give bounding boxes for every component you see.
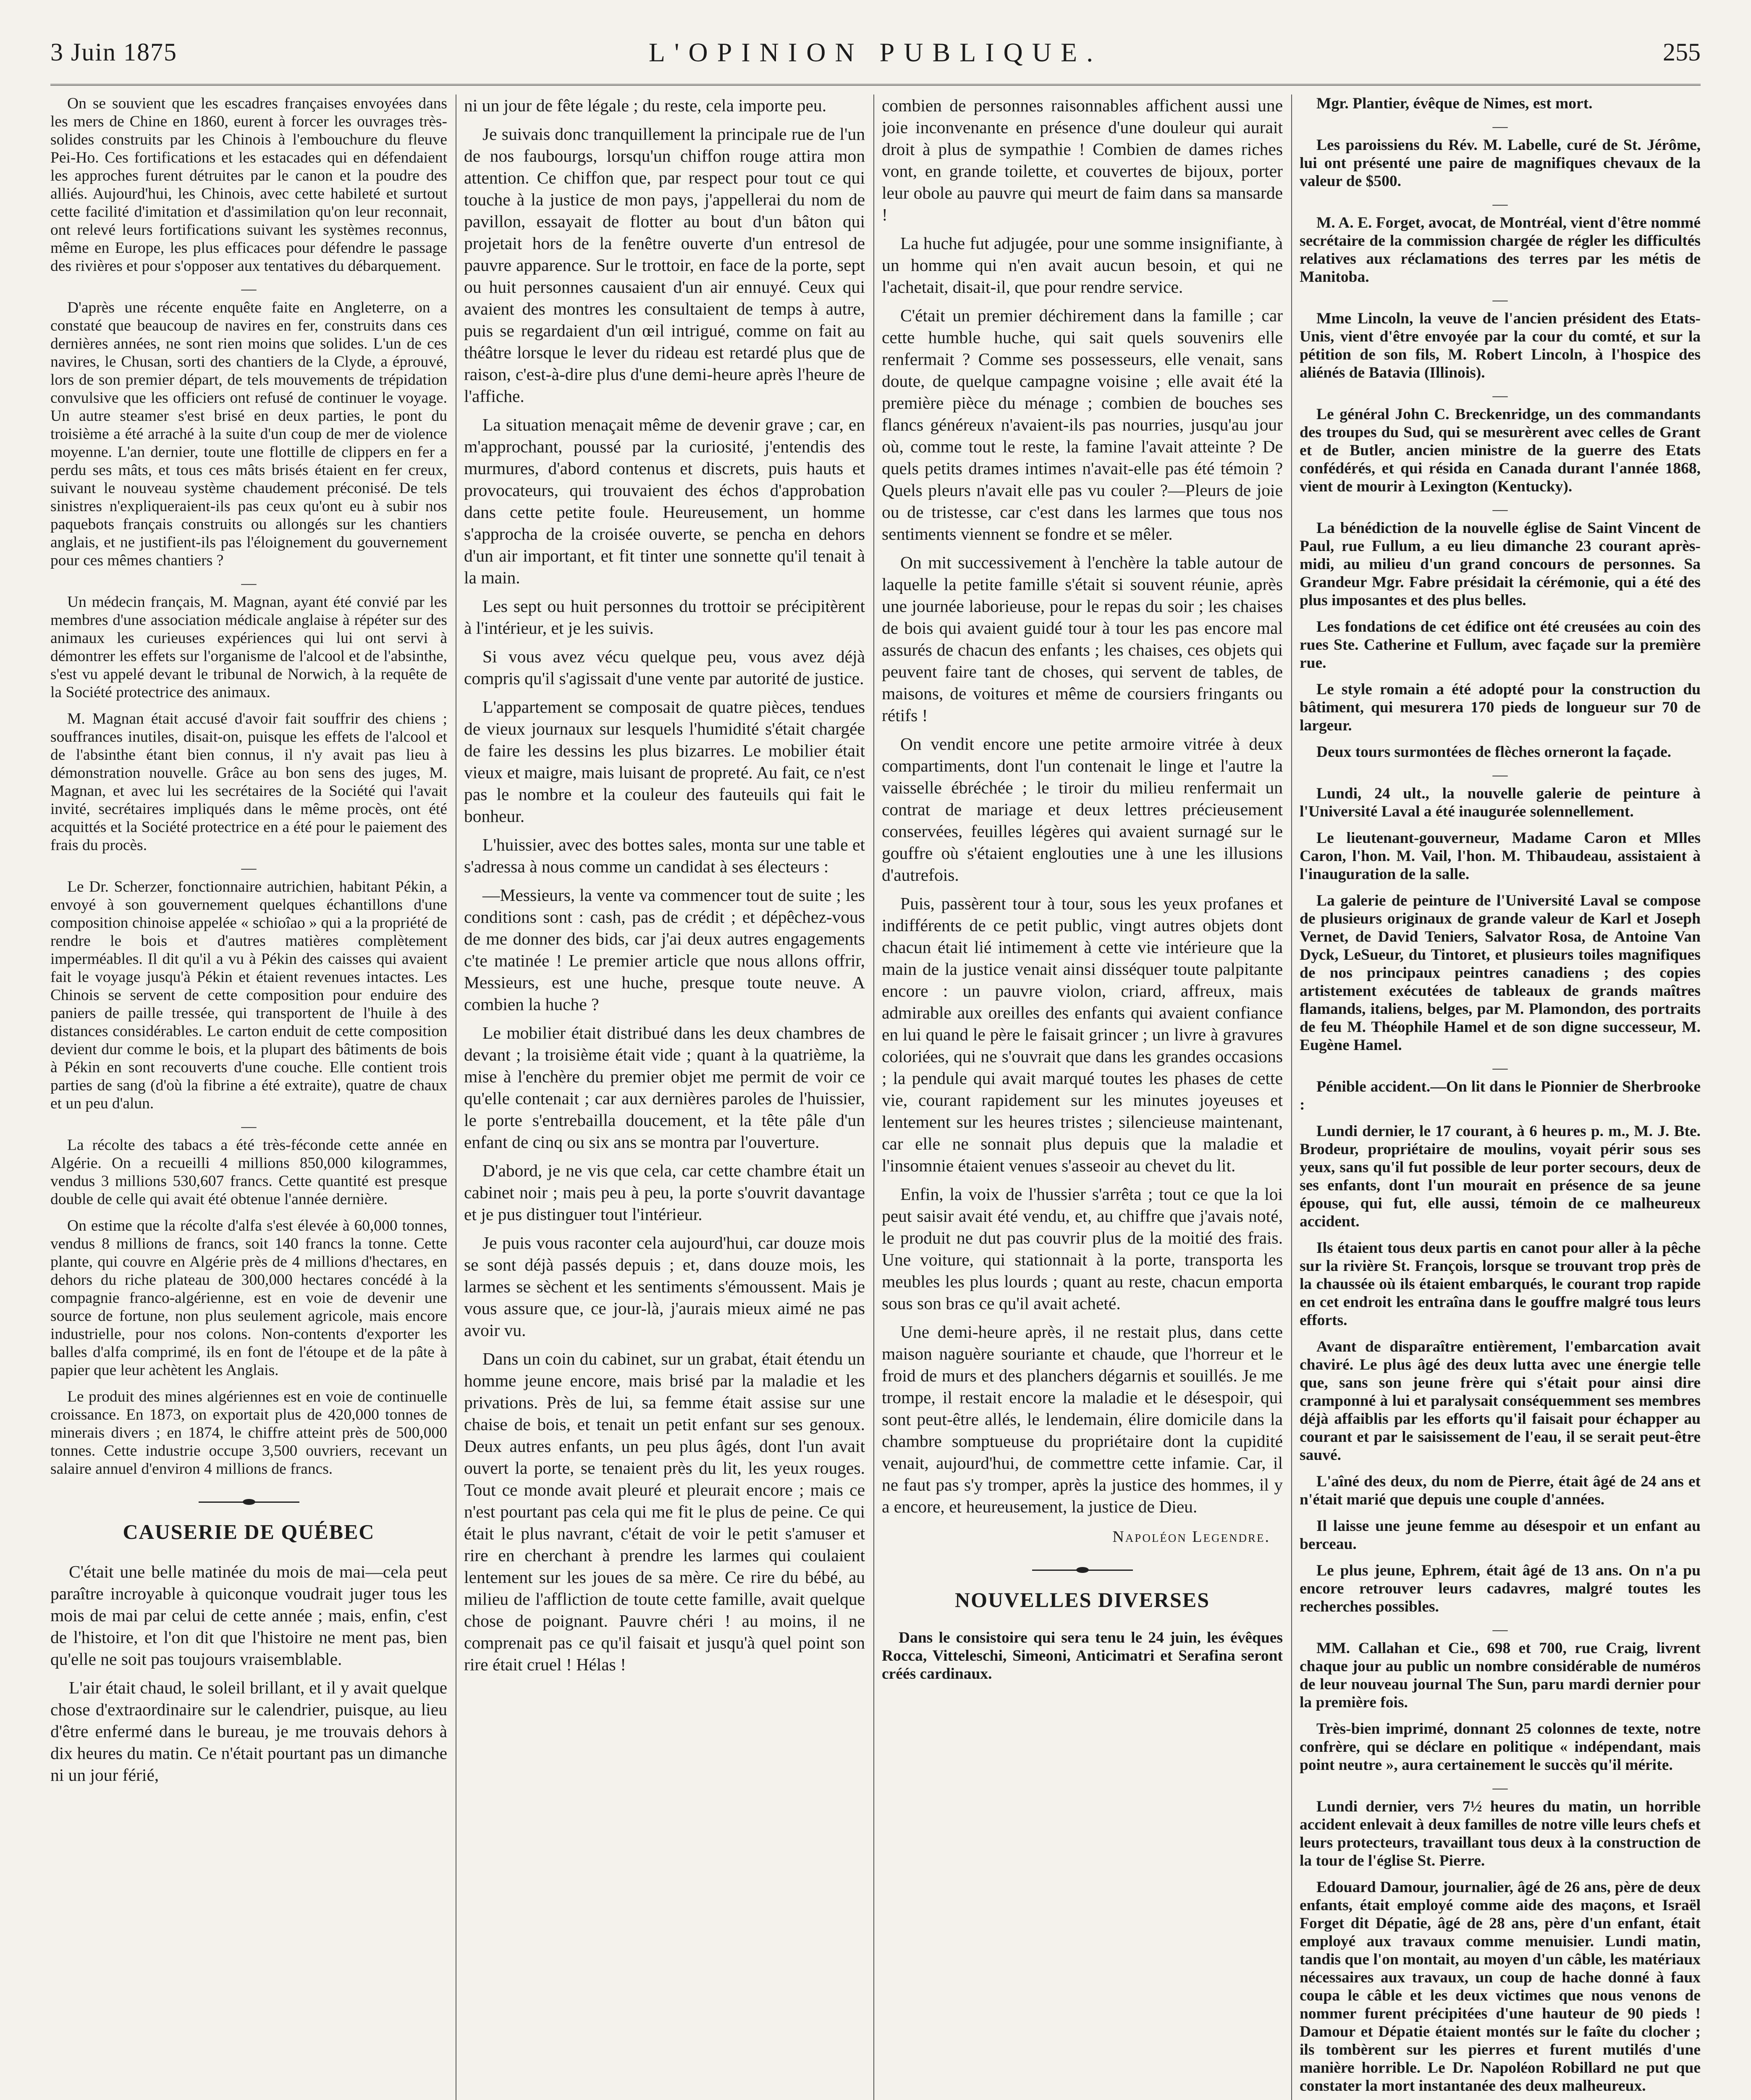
separator-dash: —: [241, 859, 257, 876]
article-paragraph: Le général John C. Breckenridge, un des commandants des troupes du Sud, qui se mesurèrent avec celles de Grant et de Butler, ancien ministre de la guerre des Etats confédérés, et qui résida en Canada durant l'année 1868, vient de mourir à Lexington (Kentucky).: [1300, 406, 1701, 495]
article-paragraph: La récolte des tabacs a été très-féconde cette année en Algérie. On a recueilli 4 millions 850,000 kilogrammes, vendus 3 millions 530,607 francs. Cette quantité est presque double de celle qui avait été obtenue l'année dernière.: [50, 1137, 447, 1208]
separator-dash: —: [241, 575, 257, 591]
page-columns: [50, 94, 1701, 2100]
article-paragraph: combien de personnes raisonnables affichent aussi une joie inconvenante en présence d'une douleur qui aurait droit à plus de sympathie ! Combien de dames riches vont, en grande toilette, et couvertes de bijoux, porter leur obole au pauvre qui meurt de faim dans sa mansarde !: [882, 96, 1283, 224]
article-paragraph: La huche fut adjugée, pour une somme insignifiante, à un homme qui n'en avait aucun besoin, et qui ne l'achetait, disait-il, que pour rendre service.: [882, 234, 1283, 297]
separator-dash: —: [1492, 1779, 1508, 1796]
separator-dash: —: [1492, 291, 1508, 308]
article-paragraph: Les sept ou huit personnes du trottoir se précipitèrent à l'intérieur, et je les suivis.: [464, 596, 865, 638]
article-paragraph: On vendit encore une petite armoire vitrée à deux compartiments, dont l'un contenait le linge et l'autre la vaisselle ébréchée ; le tiroir du milieu renfermait un contrat de mariage et deux lettres précieusement conservées, feuilles légères qui avaient surnagé sur le gouffre où s'étaient englouties une à une les illusions d'autrefois.: [882, 734, 1283, 885]
separator-dash: —: [1492, 195, 1508, 212]
article-paragraph: Les fondations de cet édifice ont été creusées au coin des rues Ste. Catherine et Fullum, avec façade sur la première rue.: [1300, 618, 1701, 672]
separator-dash: —: [1492, 118, 1508, 134]
article-paragraph: Un médecin français, M. Magnan, ayant été convié par les membres d'une association médicale anglaise à répéter sur des animaux les curieuses expériences qui lui ont servi à démontrer les effets sur l'organisme de l'alcool et de l'absinthe, s'est vu appelé devant le tribunal de Norwich, à la requête de la Société protectrice des animaux.: [50, 593, 447, 701]
author-signature: Napoléon Legendre.: [1112, 1528, 1270, 1546]
article-paragraph: Edouard Damour, journalier, âgé de 26 ans, père de deux enfants, était employé comme aide des maçons, et Israël Forget dit Dépatie, âgé de 28 ans, père d'un enfant, était employé aux travaux comme menuisier. Lundi matin, tandis que l'on montait, au moyen d'un câble, les matériaux nécessaires aux travaux, un coup de hache donné à faux coupa le câble et les deux victimes que nous venons de nommer furent précipitées d'une hauteur de 90 pieds ! Damour et Dépatie étaient montés sur le faîte du clocher ; ils tombèrent sur les pierres et furent mutilés d'une manière horrible. Le Dr. Napoléon Robillard ne put que constater la mort instantanée des deux malheureux.: [1300, 1879, 1701, 2095]
article-paragraph: Le lieutenant-gouverneur, Madame Caron et Mlles Caron, l'hon. M. Vail, l'hon. M. Thibaudeau, assistaient à l'inauguration de la salle.: [1300, 830, 1701, 883]
article-paragraph: Très-bien imprimé, donnant 25 colonnes de texte, notre confrère, qui se déclare en politique « indépendant, mais point neutre », aura certainement le succès qu'il mérite.: [1300, 1720, 1701, 1774]
article-paragraph: D'après une récente enquête faite en Angleterre, on a constaté que beaucoup de navires en fer, construits dans ces dernières années, ne sont rien moins que solides. L'un de ces navires, le Chusan, sorti des chantiers de la Clyde, a éprouvé, lors de son premier départ, de tels mouvements de trépidation convulsive que les officiers ont refusé de continuer le voyage. Un autre steamer s'est brisé en deux parties, le pont du troisième a été arraché à la suite d'un coup de mer de violence moyenne. L'an dernier, toute une flottille de clippers en fer a perdu ses mâts, et tous ces mâts brisés étaient en fer creux, suivant le nouveau système chaudement préconisé. De tels sinistres n'expliqueraient-ils pas ceux qu'ont eu à subir nos paquebots français construits ou allongés sur les chantiers anglais, et ne justifient-ils pas l'éloignement du gouvernement pour ces mêmes chantiers ?: [50, 299, 447, 569]
newspaper-title: L'OPINION PUBLIQUE.: [648, 37, 1103, 67]
article-paragraph: Deux tours surmontées de flèches orneront la façade.: [1316, 743, 1672, 761]
article-paragraph: Dans le consistoire qui sera tenu le 24 juin, les évêques Rocca, Vitteleschi, Simeoni, Anticimatri et Serafina seront créés cardinaux.: [882, 1629, 1283, 1683]
article-paragraph: Les paroissiens du Rév. M. Labelle, curé de St. Jérôme, lui ont présenté une paire de magnifiques chevaux de la valeur de $500.: [1300, 136, 1701, 190]
issue-date: 3 Juin 1875: [50, 38, 178, 66]
article-paragraph: C'était un premier déchirement dans la famille ; car cette humble huche, qui sait quels souvenirs elle renfermait ? Comme ses possesseurs, elle venait, sans doute, de quelque campagne voisine ; elle avait été la première pièce du ménage ; combien de bouches ses flancs généreux n'avaient-ils pas nourries, jusqu'au jour où, comme tout le reste, la famine l'avait atteinte ? De quels petits drames intimes n'avait-elle pas été témoin ? Quels pleurs n'avait elle pas vu couler ?—Pleurs de joie ou de tristesse, car c'est dans les larmes que tous nos sentiments viennent se fondre et se mêler.: [882, 306, 1283, 543]
article-paragraph: Le plus jeune, Ephrem, était âgé de 13 ans. On n'a pu encore retrouver leurs cadavres, malgré toutes les recherches possibles.: [1300, 1562, 1701, 1615]
article-paragraph: —Messieurs, la vente va commencer tout de suite ; les conditions sont : cash, pas de crédit ; et dépêchez-vous de me donner des bids, car j'ai deux autres engagements c'te matinée ! Le premier article que nous allons offrir, Messieurs, est une huche, presque toute neuve. A combien la huche ?: [464, 885, 865, 1014]
ornament-divider: [50, 1499, 447, 1507]
column-rule: [873, 94, 874, 2100]
article-paragraph: La situation menaçait même de devenir grave ; car, en m'approchant, poussé par la curiosité, j'entendis des murmures, d'abord contenus et discrets, puis hauts et provocateurs, qui trouvaient des échos d'approbation dans cette petite foule. Heureusement, un homme s'approcha de la croisée ouverte, se pencha en dehors d'un air important, et fit tinter une sonnette qu'il tenait à la main.: [464, 415, 865, 587]
article-paragraph: MM. Callahan et Cie., 698 et 700, rue Craig, livrent chaque jour au public un nombre considérable de numéros de leur nouveau journal The Sun, paru mardi dernier pour la première fois.: [1300, 1640, 1701, 1711]
article-paragraph: L'air était chaud, le soleil brillant, et il y avait quelque chose d'extraordinaire sur le calendrier, puisque, au lieu d'être enfermé dans le bureau, je me trouvais dehors à dix heures du matin. Ce n'était pourtant pas un dimanche ni un jour férié,: [50, 1678, 447, 1785]
article-paragraph: La bénédiction de la nouvelle église de Saint Vincent de Paul, rue Fullum, a eu lieu dimanche 23 courant après-midi, au milieu d'un grand concours de personnes. Sa Grandeur Mgr. Fabre présidait la cérémonie, qui a été des plus imposantes et des plus belles.: [1300, 520, 1701, 609]
article-paragraph: Dans un coin du cabinet, sur un grabat, était étendu un homme jeune encore, mais brisé par la maladie et les privations. Près de lui, sa femme était assise sur une chaise de bois, et tenait un petit enfant sur ses genoux. Deux autres enfants, un peu plus âgés, dont l'un avait ouvert la porte, se tenaient près du lit, les yeux rouges. Tout ce monde avait pleuré et pleurait encore ; mais ce n'est pourtant pas cela qui me fit le plus de peine. Ce qui était le plus navrant, c'était de voir le petit s'amuser et rire en cherchant à prendre les larmes qui coulaient lentement sur les joues de sa mère. Ce rire du bébé, au milieu de l'affliction de toute cette famille, avait quelque chose de poignant. Pauvre chéri ! au moins, il ne comprenait pas ce qu'il faisait et jusqu'à quel point son rire était cruel ! Hélas !: [464, 1349, 865, 1674]
article-paragraph: L'aîné des deux, du nom de Pierre, était âgé de 24 ans et n'était marié que depuis une couple d'années.: [1300, 1473, 1701, 1508]
article-paragraph: Lundi, 24 ult., la nouvelle galerie de peinture à l'Université Laval a été inaugurée solennellement.: [1300, 785, 1701, 820]
article-paragraph: Pénible accident.—On lit dans le Pionnier de Sherbrooke :: [1300, 1078, 1701, 1113]
column-4: [1300, 94, 1701, 2100]
causerie-continued: [882, 94, 1283, 1517]
article-paragraph: C'était une belle matinée du mois de mai—cela peut paraître incroyable à quiconque voudrait juger tous les mois de mai par celui de cette année ; mais, enfin, c'est de l'histoire, et l'on dit que l'histoire ne ment pas, bien qu'elle ne soit pas toujours vraisemblable.: [50, 1562, 447, 1669]
article-paragraph: Mgr. Plantier, évêque de Nimes, est mort.: [1316, 95, 1593, 112]
separator-dash: —: [1492, 1059, 1508, 1076]
article-paragraph: Le style romain a été adopté pour la construction du bâtiment, qui mesurera 170 pieds de longueur sur 70 de largeur.: [1300, 681, 1701, 734]
article-paragraph: Lundi dernier, vers 7½ heures du matin, un horrible accident enlevait à deux familles de notre ville leurs chefs et leurs protecteurs, travaillant tous deux à la construction de la tour de l'église St. Pierre.: [1300, 1798, 1701, 1869]
article-paragraph: Ils étaient tous deux partis en canot pour aller à la pêche sur la rivière St. François, lorsque se trouvant trop près de la chaussée où ils étaient embarqués, le courant trop rapide en cet endroit les entraîna dans le gouffre malgré tous leurs efforts.: [1300, 1239, 1701, 1329]
separator-dash: —: [241, 280, 257, 297]
page-number: 255: [1663, 38, 1701, 66]
article-paragraph: Avant de disparaître entièrement, l'embarcation avait chaviré. Le plus âgé des deux lutta avec une énergie telle que, sans son jeune frère qui s'était pour ainsi dire cramponné à lui et paralysait conséquemment ses membres déjà affaiblis par les efforts qu'il faisait pour échapper au courant et par le saisissement de l'eau, il se serait peut-être sauvé.: [1300, 1338, 1701, 1464]
column-1: [50, 94, 447, 2100]
news-items: [50, 94, 447, 1478]
article-paragraph: Lundi dernier, le 17 courant, à 6 heures p. m., M. J. Bte. Brodeur, propriétaire de moulins, voyait périr sous ses yeux, sans qu'il fut possible de leur porter secours, deux de ses enfants, dont l'un mourait en présence de sa jeune épouse, qui fut, elle aussi, témoin de ce malheureux accident.: [1300, 1123, 1701, 1230]
nouvelles-continued: [1300, 94, 1701, 2095]
article-paragraph: Il laisse une jeune femme au désespoir et un enfant au berceau.: [1300, 1517, 1701, 1553]
article-paragraph: Si vous avez vécu quelque peu, vous avez déjà compris qu'il s'agissait d'une vente par autorité de justice.: [464, 647, 865, 688]
article-paragraph: On estime que la récolte d'alfa s'est élevée à 60,000 tonnes, vendus 8 millions de francs, soit 140 francs la tonne. Cette plante, qui couvre en Algérie près de 4 millions d'hectares, en dehors du riche plateau de 300,000 hectares concédé à la compagnie franco-algérienne, est en voie de devenir une source de fortune, non plus seulement agricole, mais encore industrielle, pour nos colons. Non-contents d'exporter les balles d'alfa comprimé, ils en font de l'étoupe et de la pâte à papier que leur achètent les Anglais.: [50, 1217, 447, 1379]
article-paragraph: D'abord, je ne vis que cela, car cette chambre était un cabinet noir ; mais peu à peu, la porte s'ouvrit davantage et je pus distinguer tout l'intérieur.: [464, 1161, 865, 1224]
article-paragraph: Puis, passèrent tour à tour, sous les yeux profanes et indifférents de ce petit public, vingt autres objets dont chacun était lié intimement à cette vie intérieure que la main de la justice venait ainsi disséquer toute palpitante encore : un pauvre violon, criard, affreux, mais admirable aux oreilles des enfants qui avaient confiance en lui quand le père le faisait grincer ; un livre à gravures coloriées, qui ne s'ouvrait que dans les grandes occasions ; la pendule qui avait marqué toutes les phases de cette vie, courant rapidement sur les minutes joyeuses et lentement sur les heures tristes ; silencieuse maintenant, car elle ne sonnait plus depuis que la maladie et l'insomnie étaient venues s'asseoir au chevet du lit.: [882, 894, 1283, 1175]
article-paragraph: Le Dr. Scherzer, fonctionnaire autrichien, habitant Pékin, a envoyé à son gouvernement quelques échantillons d'une composition chinoise appelée « schioîao » qui a la propriété de rendre le bois et d'autres matières complètement imperméables. Il dit qu'il a vu à Pékin des caisses qui avaient fait le voyage jusqu'à Pékin et étaient revenues intactes. Les Chinois se servent de cette composition pour enduire des paniers de paille tressée, qui transportent de l'huile à des distances considérables. Le carton enduit de cette composition devient dur comme le bois, et la plupart des bâtiments de bois à Pékin en sont recouverts d'une couche. Elle contient trois parties de sang (d'où la fibrine a été extraite), quatre de chaux et un peu d'alun.: [50, 878, 447, 1112]
article-paragraph: M. Magnan était accusé d'avoir fait souffrir des chiens ; souffrances inutiles, disait-on, puisque les effets de l'alcool et de l'absinthe étant bien connus, il n'y avait pas lieu à démonstration nouvelle. Grâce au bon sens des juges, M. Magnan, et avec lui les secrétaires de la Société qui l'avait invité, secrétaires impliqués dans le même procès, ont été acquittés et la Société protectrice en a été pour le paiement des frais du procès.: [50, 710, 447, 854]
article-paragraph: ni un jour de fête légale ; du reste, cela importe peu.: [464, 96, 827, 115]
article-paragraph: Je suivais donc tranquillement la principale rue de l'un de nos faubourgs, lorsqu'un chiffon rouge attira mon attention. Ce chiffon que, par respect pour tout ce qui touche à la justice de mon pays, j'appellerai du nom de pavillon, essayait de flotter au bout d'un bâton qui projetait hors de la fenêtre ouverte d'un entresol de pauvre apparence. Sur le trottoir, en face de la porte, sept ou huit personnes causaient d'un air ennuyé. Ceux qui avaient des montres les consultaient de temps à autre, puis se regardaient d'un œil intrigué, comme on fait au théâtre lorsque le lever du rideau est retardé plus que de raison, c'est-à-dire plus d'une demi-heure après l'heure de l'affiche.: [464, 124, 865, 406]
separator-dash: —: [1492, 1621, 1508, 1638]
article-paragraph: On se souvient que les escadres françaises envoyées dans les mers de Chine en 1860, eurent à forcer les ouvrages très-solides construits par les Chinois à l'embouchure du fleuve Pei-Ho. Ces fortifications et les estacades qui en défendaient les approches furent détruites par le canon et la poudre des alliés. Aujourd'hui, les Chinois, avec cette habileté et surtout cette facilité d'imitation et d'assimilation qu'on leur reconnait, ont relevé leurs fortifications suivant les systèmes reconnus, même en Europe, les plus efficaces pour défendre le passage des rivières et pour s'opposer aux tentatives du débarquement.: [50, 95, 447, 275]
article-paragraph: Une demi-heure après, il ne restait plus, dans cette maison naguère souriante et chaude, que l'horreur et le froid de murs et des planchers dégarnis et souillés. Je me trompe, il restait encore la maladie et le désespoir, qui sont peut-être allés, le lendemain, élire domicile dans la chambre somptueuse du propriétaire dont la cupidité venait, aujourd'hui, de commettre cette infamie. Car, il ne faut pas s'y tromper, après la justice des hommes, il y a encore, et heureusement, la justice de Dieu.: [882, 1322, 1283, 1516]
article-paragraph: Enfin, la voix de l'hussier s'arrêta ; tout ce que la loi peut saisir avait été vendu, et, au chiffre que j'avais noté, le produit ne dut pas couvrir plus de la moitié des frais. Une voiture, qui stationnait à la porte, transporta les meubles les plus lourds ; quant au reste, chacun emporta sous son bras ce qu'il avait acheté.: [882, 1184, 1283, 1313]
section-heading: CAUSERIE DE QUÉBEC: [123, 1520, 375, 1544]
article-paragraph: Le mobilier était distribué dans les deux chambres de devant ; la troisième était vide ; quant à la quatrième, la mise à l'enchère du premier objet me permit de voir ce qu'elle contenait ; car aux dernières paroles de l'huissier, le porte s'entrebailla doucement, et la tête pâle d'un enfant de cinq ou six ans se montra par l'ouverture.: [464, 1023, 865, 1152]
article-paragraph: Mme Lincoln, la veuve de l'ancien président des Etats-Unis, vient d'être envoyée par la cour du comté, et sur la pétition de son fils, M. Robert Lincoln, à l'hospice des aliénés de Batavia (Illinois).: [1300, 310, 1701, 381]
section-heading: NOUVELLES DIVERSES: [954, 1588, 1210, 1612]
article-paragraph: Le produit des mines algériennes est en voie de continuelle croissance. En 1873, on exportait plus de 420,000 tonnes de minerais divers ; en 1874, le chiffre atteint près de 500,000 tonnes. Cette industrie occupe 3,500 ouvriers, recevant un salaire annuel d'environ 4 millions de francs.: [50, 1388, 447, 1478]
ornament-divider: [882, 1567, 1283, 1575]
article-paragraph: M. A. E. Forget, avocat, de Montréal, vient d'être nommé secrétaire de la commission chargée de régler les difficultés relatives aux réclamations des terres par les métis de Manitoba.: [1300, 214, 1701, 286]
nouvelles-text: [882, 1629, 1283, 1683]
article-paragraph: La galerie de peinture de l'Université Laval se compose de plusieurs originaux de grande valeur de Karl et Joseph Vernet, de David Teniers, Salvator Rosa, de Antoine Van Dyck, LeSueur, du Tintoret, et plusieurs toiles magnifiques de nos principaux peintres canadiens ; des copies artistement exécutées de tableaux de grands maîtres flamands, italiens, belges, par M. Plamondon, des portraits de feu M. Théophile Hamel et de son digne successeur, M. Eugène Hamel.: [1300, 892, 1701, 1054]
article-paragraph: L'huissier, avec des bottes sales, monta sur une table et s'adressa à nous comme un candidat à ses électeurs :: [464, 835, 865, 876]
causerie-continued: [464, 94, 865, 1675]
separator-dash: —: [1492, 387, 1508, 404]
column-rule: [1291, 94, 1292, 2100]
article-paragraph: L'appartement se composait de quatre pièces, tendues de vieux journaux sur lesquels l'humidité s'était chargée de faire les dessins les plus bizarres. Le mobilier était vieux et maigre, mais luisant de propreté. Au fait, ce n'est pas le nombre et la couleur des fauteuils qui fait le bonheur.: [464, 697, 865, 826]
masthead: [50, 29, 1701, 86]
separator-dash: —: [1492, 501, 1508, 517]
article-paragraph: Je puis vous raconter cela aujourd'hui, car douze mois se sont déjà passés depuis ; et, dans douze mois, les larmes se sèchent et les sentiments s'émoussent. Mais je vous assure que, ce jour-là, j'aurais mieux aimé ne pas avoir vu.: [464, 1233, 865, 1340]
column-3: [882, 94, 1283, 2100]
separator-dash: —: [241, 1118, 257, 1134]
causerie-text: [50, 1561, 447, 1786]
article-paragraph: On mit successivement à l'enchère la table autour de laquelle la petite famille s'était si souvent réunie, après une journée laborieuse, pour le repas du soir ; les chaises de bois qui avaient guidé tour à tour les pas encore mal assurés de chacun des enfants ; les chaises, ces objets qui peuvent faire tant de choses, qui servent de tables, de maisons, de voitures et même de coursiers fringants ou rétifs !: [882, 553, 1283, 725]
column-2: [464, 94, 865, 2100]
separator-dash: —: [1492, 766, 1508, 783]
